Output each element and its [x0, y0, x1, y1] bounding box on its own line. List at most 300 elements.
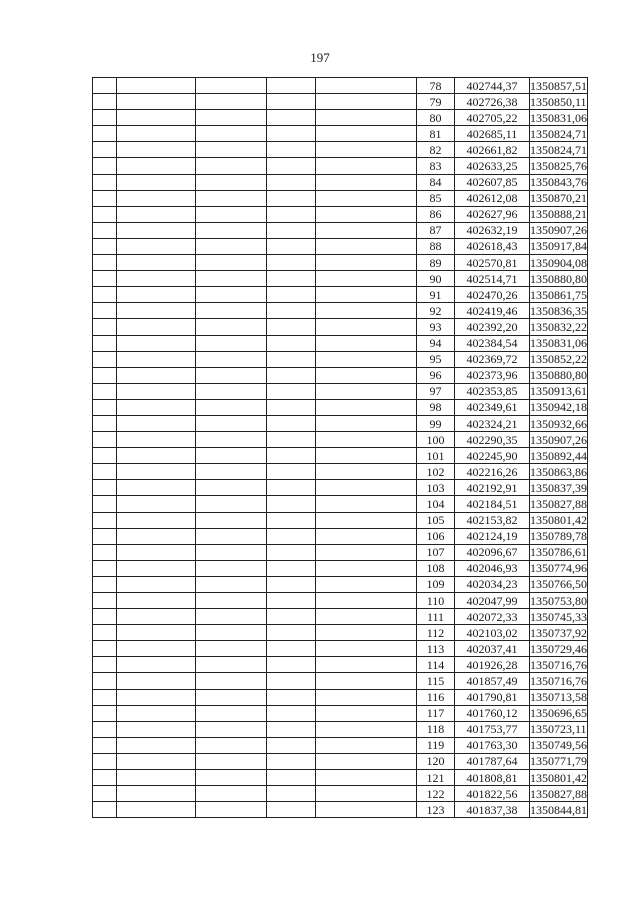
- point-number-cell: 79: [417, 94, 455, 110]
- empty-cell: [117, 110, 196, 126]
- x-coordinate-cell: 401857,49: [455, 673, 530, 689]
- empty-cell: [93, 560, 117, 576]
- empty-cell: [316, 110, 417, 126]
- point-number-cell: 103: [417, 480, 455, 496]
- y-coordinate-cell: 1350907,26: [530, 223, 587, 238]
- empty-cell: [267, 238, 316, 254]
- empty-cell: [117, 689, 196, 705]
- empty-cell: [93, 238, 117, 254]
- empty-cell: [93, 335, 117, 351]
- y-coordinate-cell: 1350745,33: [530, 609, 587, 624]
- empty-cell: [196, 142, 267, 158]
- empty-cell: [93, 802, 117, 818]
- table-row: [93, 319, 588, 335]
- table-row: [93, 415, 588, 431]
- empty-cell: [93, 432, 117, 448]
- table-row: [93, 625, 588, 641]
- x-coordinate-cell: 402392,20: [455, 319, 530, 335]
- empty-cell: [316, 625, 417, 641]
- y-coordinate-cell: 1350904,08: [530, 255, 587, 270]
- empty-cell: [93, 576, 117, 592]
- empty-cell: [316, 335, 417, 351]
- empty-cell: [117, 238, 196, 254]
- empty-cell: [267, 673, 316, 689]
- table-row: [93, 303, 588, 319]
- coordinates-table: [92, 77, 588, 818]
- empty-cell: [93, 544, 117, 560]
- table-row: [93, 786, 588, 802]
- empty-cell: [316, 142, 417, 158]
- x-coordinate-cell: 402124,19: [455, 528, 530, 544]
- empty-cell: [93, 609, 117, 625]
- empty-cell: [316, 737, 417, 753]
- y-coordinate-cell: 1350801,42: [530, 513, 587, 528]
- empty-cell: [93, 303, 117, 319]
- point-number-cell: 121: [417, 770, 455, 786]
- empty-cell: [267, 528, 316, 544]
- empty-cell: [316, 576, 417, 592]
- empty-cell: [117, 641, 196, 657]
- empty-cell: [316, 206, 417, 222]
- point-number-cell: 92: [417, 303, 455, 319]
- table-row: [93, 609, 588, 625]
- y-coordinate-cell: 1350824,71: [530, 126, 587, 141]
- empty-cell: [316, 480, 417, 496]
- page-number: 197: [310, 50, 330, 65]
- empty-cell: [117, 303, 196, 319]
- empty-cell: [93, 512, 117, 528]
- empty-cell: [267, 399, 316, 415]
- empty-cell: [117, 673, 196, 689]
- empty-cell: [117, 432, 196, 448]
- x-coordinate-cell: 402353,85: [455, 383, 530, 399]
- y-coordinate-cell: 1350713,58: [530, 690, 587, 705]
- table-row: [93, 222, 588, 238]
- empty-cell: [196, 206, 267, 222]
- empty-cell: [196, 673, 267, 689]
- empty-cell: [196, 512, 267, 528]
- empty-cell: [117, 335, 196, 351]
- empty-cell: [267, 544, 316, 560]
- point-number-cell: 99: [417, 415, 455, 431]
- table-row: [93, 512, 588, 528]
- empty-cell: [93, 351, 117, 367]
- point-number-cell: 84: [417, 174, 455, 190]
- empty-cell: [117, 657, 196, 673]
- table-row: [93, 158, 588, 174]
- x-coordinate-cell: 402618,43: [455, 238, 530, 254]
- empty-cell: [267, 641, 316, 657]
- point-number-cell: 94: [417, 335, 455, 351]
- empty-cell: [117, 206, 196, 222]
- x-coordinate-cell: 402192,91: [455, 480, 530, 496]
- empty-cell: [267, 78, 316, 94]
- table-row: [93, 78, 588, 94]
- empty-cell: [93, 689, 117, 705]
- y-coordinate-cell: 1350844,81: [530, 802, 587, 817]
- table-row: [93, 335, 588, 351]
- empty-cell: [196, 222, 267, 238]
- point-number-cell: 93: [417, 319, 455, 335]
- empty-cell: [117, 528, 196, 544]
- x-coordinate-cell: 402744,37: [455, 78, 530, 94]
- empty-cell: [316, 786, 417, 802]
- x-coordinate-cell: 402612,08: [455, 190, 530, 206]
- y-coordinate-cell: 1350824,71: [530, 142, 587, 157]
- point-number-cell: 108: [417, 560, 455, 576]
- empty-cell: [117, 625, 196, 641]
- empty-cell: [196, 367, 267, 383]
- table-row: [93, 705, 588, 721]
- empty-cell: [267, 432, 316, 448]
- x-coordinate-cell: 402216,26: [455, 464, 530, 480]
- table-row: [93, 351, 588, 367]
- empty-cell: [93, 657, 117, 673]
- y-coordinate-cell: 1350843,76: [530, 175, 587, 190]
- empty-cell: [93, 721, 117, 737]
- point-number-cell: 81: [417, 126, 455, 142]
- empty-cell: [196, 496, 267, 512]
- x-coordinate-cell: 402290,35: [455, 432, 530, 448]
- empty-cell: [196, 351, 267, 367]
- table-row: [93, 480, 588, 496]
- x-coordinate-cell: 402632,19: [455, 222, 530, 238]
- empty-cell: [267, 786, 316, 802]
- empty-cell: [267, 206, 316, 222]
- empty-cell: [316, 721, 417, 737]
- x-coordinate-cell: 402047,99: [455, 593, 530, 609]
- empty-cell: [316, 593, 417, 609]
- table-row: [93, 721, 588, 737]
- x-coordinate-cell: 401787,64: [455, 753, 530, 769]
- empty-cell: [117, 593, 196, 609]
- empty-cell: [196, 657, 267, 673]
- empty-cell: [316, 287, 417, 303]
- y-coordinate-cell: 1350771,79: [530, 754, 587, 769]
- empty-cell: [267, 319, 316, 335]
- table-row: [93, 255, 588, 271]
- empty-cell: [196, 560, 267, 576]
- empty-cell: [93, 770, 117, 786]
- table-row: [93, 126, 588, 142]
- y-coordinate-cell: 1350917,84: [530, 239, 587, 254]
- x-coordinate-cell: 402514,71: [455, 271, 530, 287]
- empty-cell: [117, 94, 196, 110]
- empty-cell: [117, 786, 196, 802]
- empty-cell: [316, 415, 417, 431]
- point-number-cell: 120: [417, 753, 455, 769]
- empty-cell: [267, 158, 316, 174]
- empty-cell: [316, 464, 417, 480]
- table-row: [93, 174, 588, 190]
- x-coordinate-cell: 401837,38: [455, 802, 530, 818]
- y-coordinate-cell: 1350716,76: [530, 674, 587, 689]
- empty-cell: [267, 753, 316, 769]
- table-row: [93, 544, 588, 560]
- empty-cell: [117, 142, 196, 158]
- empty-cell: [267, 657, 316, 673]
- x-coordinate-cell: 402633,25: [455, 158, 530, 174]
- x-coordinate-cell: 402369,72: [455, 351, 530, 367]
- point-number-cell: 110: [417, 593, 455, 609]
- empty-cell: [196, 641, 267, 657]
- point-number-cell: 85: [417, 190, 455, 206]
- table-row: [93, 383, 588, 399]
- x-coordinate-cell: 402034,23: [455, 576, 530, 592]
- x-coordinate-cell: 402627,96: [455, 206, 530, 222]
- empty-cell: [117, 544, 196, 560]
- empty-cell: [93, 480, 117, 496]
- empty-cell: [316, 126, 417, 142]
- empty-cell: [196, 802, 267, 818]
- point-number-cell: 83: [417, 158, 455, 174]
- empty-cell: [316, 432, 417, 448]
- empty-cell: [196, 238, 267, 254]
- empty-cell: [117, 158, 196, 174]
- x-coordinate-cell: 402726,38: [455, 94, 530, 110]
- empty-cell: [196, 271, 267, 287]
- empty-cell: [93, 206, 117, 222]
- empty-cell: [316, 609, 417, 625]
- empty-cell: [316, 641, 417, 657]
- empty-cell: [316, 689, 417, 705]
- y-coordinate-cell: 1350888,21: [530, 207, 587, 222]
- empty-cell: [93, 593, 117, 609]
- empty-cell: [316, 657, 417, 673]
- table-row: [93, 593, 588, 609]
- empty-cell: [267, 351, 316, 367]
- empty-cell: [196, 432, 267, 448]
- table-row: [93, 190, 588, 206]
- empty-cell: [267, 222, 316, 238]
- y-coordinate-cell: 1350850,11: [530, 94, 587, 109]
- empty-cell: [196, 335, 267, 351]
- empty-cell: [316, 770, 417, 786]
- empty-cell: [316, 255, 417, 271]
- empty-cell: [316, 238, 417, 254]
- empty-cell: [267, 142, 316, 158]
- empty-cell: [117, 383, 196, 399]
- empty-cell: [316, 448, 417, 464]
- y-coordinate-cell: 1350932,66: [530, 416, 587, 431]
- empty-cell: [93, 464, 117, 480]
- x-coordinate-cell: 402245,90: [455, 448, 530, 464]
- y-coordinate-cell: 1350696,65: [530, 706, 587, 721]
- empty-cell: [267, 770, 316, 786]
- empty-cell: [267, 271, 316, 287]
- table-row: [93, 689, 588, 705]
- y-coordinate-cell: 1350737,92: [530, 625, 587, 640]
- y-coordinate-cell: 1350913,61: [530, 384, 587, 399]
- y-coordinate-cell: 1350861,75: [530, 287, 587, 302]
- y-coordinate-cell: 1350801,42: [530, 770, 587, 785]
- empty-cell: [267, 802, 316, 818]
- point-number-cell: 119: [417, 737, 455, 753]
- y-coordinate-cell: 1350827,88: [530, 786, 587, 801]
- empty-cell: [316, 94, 417, 110]
- x-coordinate-cell: 402072,33: [455, 609, 530, 625]
- empty-cell: [267, 174, 316, 190]
- empty-cell: [267, 126, 316, 142]
- point-number-cell: 88: [417, 238, 455, 254]
- empty-cell: [316, 158, 417, 174]
- empty-cell: [196, 753, 267, 769]
- y-coordinate-cell: 1350880,80: [530, 368, 587, 383]
- empty-cell: [117, 174, 196, 190]
- empty-cell: [267, 464, 316, 480]
- x-coordinate-cell: 402384,54: [455, 335, 530, 351]
- x-coordinate-cell: 402419,46: [455, 303, 530, 319]
- table-row: [93, 802, 588, 818]
- y-coordinate-cell: 1350907,26: [530, 432, 587, 447]
- empty-cell: [117, 222, 196, 238]
- x-coordinate-cell: 402103,02: [455, 625, 530, 641]
- table-row: [93, 206, 588, 222]
- empty-cell: [196, 174, 267, 190]
- empty-cell: [267, 689, 316, 705]
- empty-cell: [93, 448, 117, 464]
- point-number-cell: 101: [417, 448, 455, 464]
- point-number-cell: 96: [417, 367, 455, 383]
- point-number-cell: 104: [417, 496, 455, 512]
- empty-cell: [117, 78, 196, 94]
- empty-cell: [93, 528, 117, 544]
- empty-cell: [93, 158, 117, 174]
- empty-cell: [196, 593, 267, 609]
- empty-cell: [117, 770, 196, 786]
- point-number-cell: 95: [417, 351, 455, 367]
- empty-cell: [117, 255, 196, 271]
- table-row: [93, 142, 588, 158]
- empty-cell: [196, 110, 267, 126]
- point-number-cell: 105: [417, 512, 455, 528]
- empty-cell: [267, 287, 316, 303]
- empty-cell: [196, 737, 267, 753]
- empty-cell: [267, 303, 316, 319]
- table-row: [93, 448, 588, 464]
- empty-cell: [117, 496, 196, 512]
- empty-cell: [117, 126, 196, 142]
- table-row: [93, 641, 588, 657]
- empty-cell: [267, 721, 316, 737]
- empty-cell: [196, 158, 267, 174]
- y-coordinate-cell: 1350870,21: [530, 191, 587, 206]
- empty-cell: [117, 319, 196, 335]
- empty-cell: [267, 110, 316, 126]
- empty-cell: [196, 705, 267, 721]
- table-row: [93, 367, 588, 383]
- empty-cell: [196, 609, 267, 625]
- x-coordinate-cell: 402470,26: [455, 287, 530, 303]
- empty-cell: [196, 544, 267, 560]
- point-number-cell: 98: [417, 399, 455, 415]
- empty-cell: [267, 367, 316, 383]
- point-number-cell: 112: [417, 625, 455, 641]
- table-row: [93, 528, 588, 544]
- table-row: [93, 110, 588, 126]
- x-coordinate-cell: 402184,51: [455, 496, 530, 512]
- empty-cell: [267, 593, 316, 609]
- empty-cell: [196, 625, 267, 641]
- empty-cell: [196, 255, 267, 271]
- empty-cell: [316, 319, 417, 335]
- empty-cell: [93, 142, 117, 158]
- point-number-cell: 123: [417, 802, 455, 818]
- x-coordinate-cell: 402324,21: [455, 415, 530, 431]
- y-coordinate-cell: 1350753,80: [530, 593, 587, 608]
- x-coordinate-cell: 402685,11: [455, 126, 530, 142]
- empty-cell: [196, 126, 267, 142]
- point-number-cell: 78: [417, 78, 455, 94]
- x-coordinate-cell: 402153,82: [455, 512, 530, 528]
- empty-cell: [196, 319, 267, 335]
- empty-cell: [196, 480, 267, 496]
- y-coordinate-cell: 1350857,51: [530, 78, 587, 93]
- empty-cell: [196, 576, 267, 592]
- empty-cell: [117, 802, 196, 818]
- empty-cell: [93, 222, 117, 238]
- y-coordinate-cell: 1350827,88: [530, 496, 587, 511]
- empty-cell: [267, 609, 316, 625]
- empty-cell: [196, 303, 267, 319]
- empty-cell: [316, 351, 417, 367]
- x-coordinate-cell: 402037,41: [455, 641, 530, 657]
- empty-cell: [196, 190, 267, 206]
- point-number-cell: 114: [417, 657, 455, 673]
- table-row: [93, 657, 588, 673]
- empty-cell: [316, 544, 417, 560]
- empty-cell: [117, 609, 196, 625]
- point-number-cell: 109: [417, 576, 455, 592]
- empty-cell: [117, 721, 196, 737]
- y-coordinate-cell: 1350716,76: [530, 657, 587, 672]
- point-number-cell: 100: [417, 432, 455, 448]
- empty-cell: [117, 576, 196, 592]
- empty-cell: [316, 190, 417, 206]
- y-coordinate-cell: 1350825,76: [530, 159, 587, 174]
- empty-cell: [93, 367, 117, 383]
- y-coordinate-cell: 1350786,61: [530, 545, 587, 560]
- empty-cell: [93, 641, 117, 657]
- empty-cell: [316, 512, 417, 528]
- empty-cell: [196, 94, 267, 110]
- empty-cell: [117, 737, 196, 753]
- empty-cell: [316, 673, 417, 689]
- empty-cell: [117, 415, 196, 431]
- point-number-cell: 111: [417, 609, 455, 625]
- empty-cell: [93, 190, 117, 206]
- empty-cell: [267, 255, 316, 271]
- empty-cell: [316, 560, 417, 576]
- y-coordinate-cell: 1350723,11: [530, 722, 587, 737]
- empty-cell: [196, 786, 267, 802]
- empty-cell: [93, 174, 117, 190]
- x-coordinate-cell: 402705,22: [455, 110, 530, 126]
- empty-cell: [117, 351, 196, 367]
- y-coordinate-cell: 1350789,78: [530, 529, 587, 544]
- empty-cell: [196, 464, 267, 480]
- y-coordinate-cell: 1350749,56: [530, 738, 587, 753]
- empty-cell: [117, 753, 196, 769]
- point-number-cell: 91: [417, 287, 455, 303]
- x-coordinate-cell: 402096,67: [455, 544, 530, 560]
- empty-cell: [267, 190, 316, 206]
- empty-cell: [93, 271, 117, 287]
- x-coordinate-cell: 401822,56: [455, 786, 530, 802]
- point-number-cell: 90: [417, 271, 455, 287]
- empty-cell: [316, 802, 417, 818]
- y-coordinate-cell: 1350942,18: [530, 400, 587, 415]
